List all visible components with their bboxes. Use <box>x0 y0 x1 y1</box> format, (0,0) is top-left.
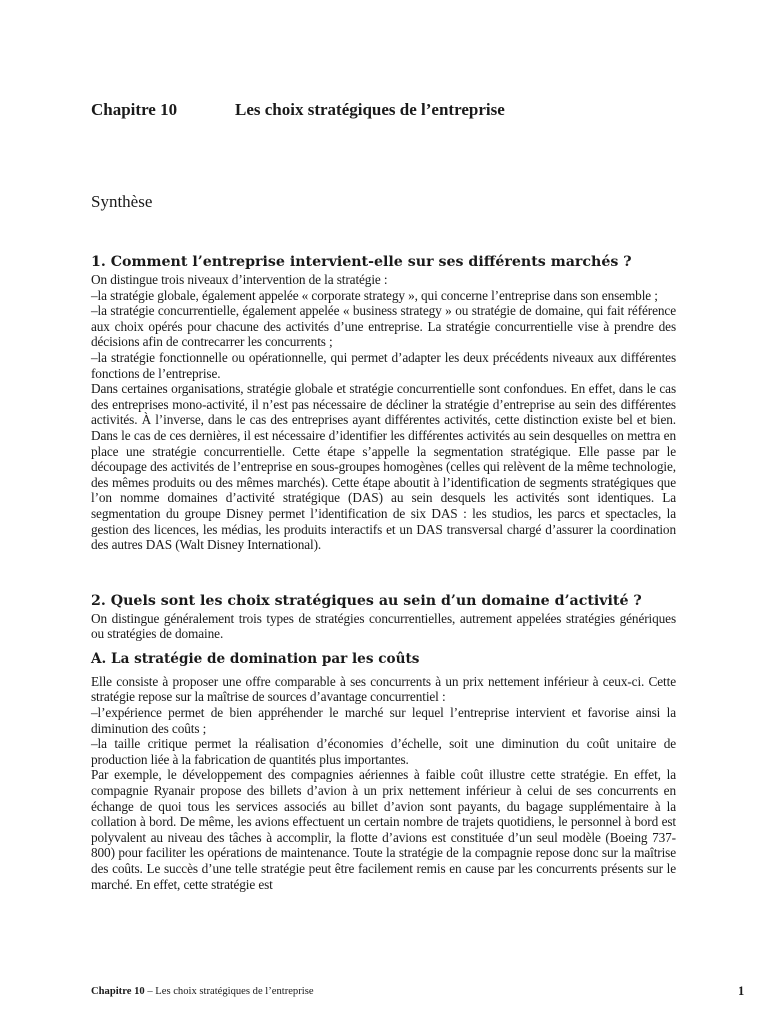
section-spacer <box>91 553 676 592</box>
chapter-label: Chapitre 10 <box>91 100 178 119</box>
section-2-title: 2. Quels sont les choix stratégiques au sein d’un domaine d’activité ? <box>91 592 642 609</box>
section-1-title: 1. Comment l’entreprise intervient-elle sur ses différents marchés ? <box>91 254 632 270</box>
page-number: 1 <box>738 984 745 998</box>
subsection-a-paragraph: –l’expérience permet de bien appréhender le marché sur lequel l’entreprise intervient et favorise ainsi la diminution des coûts ; <box>91 705 676 736</box>
section-1-paragraph: –la stratégie globale, également appelée « corporate strategy », qui concerne l’entreprise dans son ensemble ; <box>91 287 658 303</box>
subsection-a-paragraph: –la taille critique permet la réalisation d’économies d’échelle, soit une diminution du coût unitaire de production liée à la fabrication de quantités plus importantes. <box>91 736 676 767</box>
section-1-paragraph: –la stratégie concurrentielle, également appelée « business strategy » ou stratégie de domaine, qui fait référence aux choix opérés pour chacune des activités d’une entreprise. La stratégie concurrentielle vise à prendre des décisions afin de contrecarrer les concurrents ; <box>91 303 676 350</box>
footer-separator: – <box>144 986 156 997</box>
page-footer <box>91 986 314 997</box>
subsection-a-title: A. La stratégie de domination par les coûts <box>91 650 420 667</box>
footer-chapter-label: Chapitre 10 <box>91 986 145 997</box>
subsection-a-paragraph: Elle consiste à proposer une offre comparable à ses concurrents à un prix nettement inférieur à ceux-ci. Cette stratégie repose sur la maîtrise de sources d’avantage concurrentiel : <box>91 673 676 705</box>
section-2-intro: On distingue généralement trois types de stratégies concurrentielles, autrement appelées stratégies génériques ou stratégies de domaine. <box>91 610 676 642</box>
section-1-paragraph: On distingue trois niveaux d’intervention de la stratégie : <box>91 272 388 287</box>
chapter-heading <box>91 100 505 120</box>
chapter-title: Les choix stratégiques de l’entreprise <box>235 100 505 119</box>
section-1-paragraph: –la stratégie fonctionnelle ou opérationnelle, qui permet d’adapter les deux précédents niveaux aux différentes fonctions de l’entreprise. <box>91 349 676 381</box>
section-1-paragraph: Dans certaines organisations, stratégie globale et stratégie concurrentielle sont confondues. En effet, dans le cas des entreprises mono-activité, il n’est pas nécessaire de décliner la stratégie d’entreprise au sein des différentes activités. À l’inverse, dans le cas des entreprises ayant différentes activités, cette distinction existe bel et bien. Dans le cas de ces dernières, il est nécessaire d’identifier les différentes activités au sein desquelles on mettra en place une stratégie concurrentielle. Cette étape s’appelle la segmentation stratégique. Elle passe par le découpage des activités de l’entreprise en sous-groupes homogènes (celles qui relèvent de la même technologie, des mêmes produits ou des mêmes marchés). Cette étape aboutit à l’identification de segments stratégiques que l’on nomme domaines d’activité stratégique (DAS) au sein desquels les activités sont identiques. La segmentation du groupe Disney permet l’identification de six DAS : les studios, les parcs et spectacles, la gestion des licences, les médias, les produits interactifs et un DAS transversal chargé d’assurer la coordination des autres DAS (Walt Disney International). <box>91 381 676 553</box>
footer-chapter-title: Les choix stratégiques de l’entreprise <box>155 986 314 997</box>
subsection-a-paragraph: Par exemple, le développement des compagnies aériennes à faible coût illustre cette stratégie. En effet, la compagnie Ryanair propose des billets d’avion à un prix nettement inférieur à celui de ses concurrents en échange de quoi tous les services associés au billet d’avion sont payants, du bagage supplémentaire à la collation à bord. De même, les avions effectuent un certain nombre de trajets quotidiens, le personnel à bord est polyvalent au niveau des tâches à accomplir, la flotte d’avions est constituée d’un seul modèle (Boeing 737-800) pour faciliter les opérations de maintenance. Toute la stratégie de la compagnie repose donc sur la maîtrise des coûts. Le succès d’une telle stratégie peut être facilement remis en cause par les concurrents présents sur le marché. En effet, cette stratégie est <box>91 767 676 892</box>
document-body <box>91 253 676 892</box>
synthese-heading: Synthèse <box>91 192 153 211</box>
